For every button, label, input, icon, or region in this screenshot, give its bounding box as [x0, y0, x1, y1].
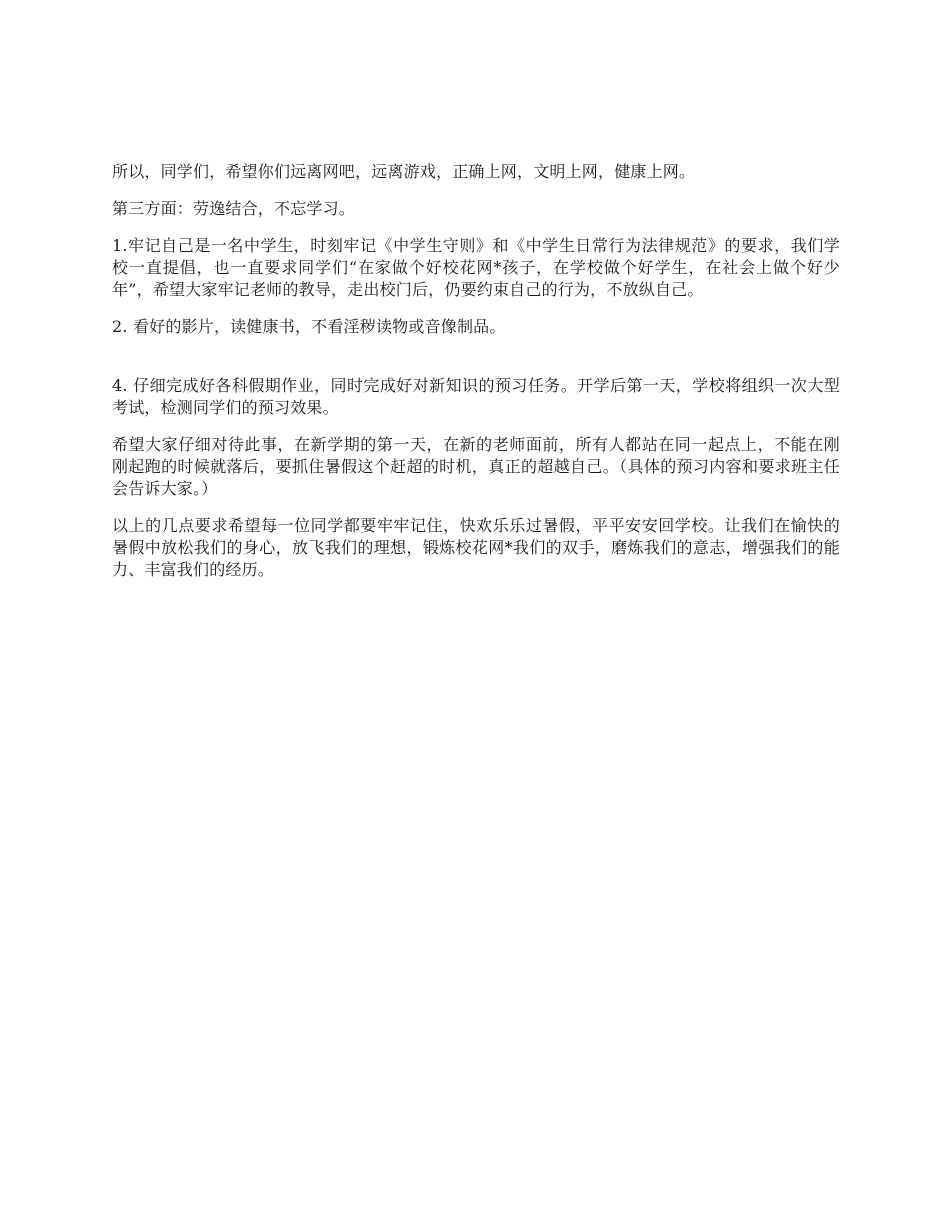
note-paragraph: 希望大家仔细对待此事，在新学期的第一天，在新的老师面前，所有人都站在同一起点上，不能在刚刚起跑的时候就落后，要抓住暑假这个赶超的时机，真正的超越自己。（具体的预习内容和要求班主任会告诉大家。）	[112, 435, 840, 498]
document-page	[112, 161, 840, 581]
list-item-1: 1.牢记自己是一名中学生，时刻牢记《中学生守则》和《中学生日常行为法律规范》的要求，我们学校一直提倡，也一直要求同学们“在家做个好校花网*孩子，在学校做个好学生，在社会上做个好少年”，希望大家牢记老师的教导，走出校门后，仍要约束自己的行为，不放纵自己。	[112, 236, 840, 299]
section-heading: 第三方面：劳逸结合，不忘学习。	[112, 199, 356, 218]
intro-paragraph: 所以，同学们，希望你们远离网吧，远离游戏，正确上网，文明上网，健康上网。	[112, 162, 696, 181]
closing-paragraph: 以上的几点要求希望每一位同学都要牢牢记住，快欢乐乐过暑假，平平安安回学校。让我们在愉快的暑假中放松我们的身心，放飞我们的理想，锻炼校花网*我们的双手，磨炼我们的意志，增强我们的能力、丰富我们的经历。	[112, 516, 840, 579]
list-item-2: 2. 看好的影片，读健康书，不看淫秽读物或音像制品。	[112, 317, 506, 336]
list-item-4: 4. 仔细完成好各科假期作业，同时完成好对新知识的预习任务。开学后第一天，学校将组织一次大型考试，检测同学们的预习效果。	[112, 376, 840, 417]
